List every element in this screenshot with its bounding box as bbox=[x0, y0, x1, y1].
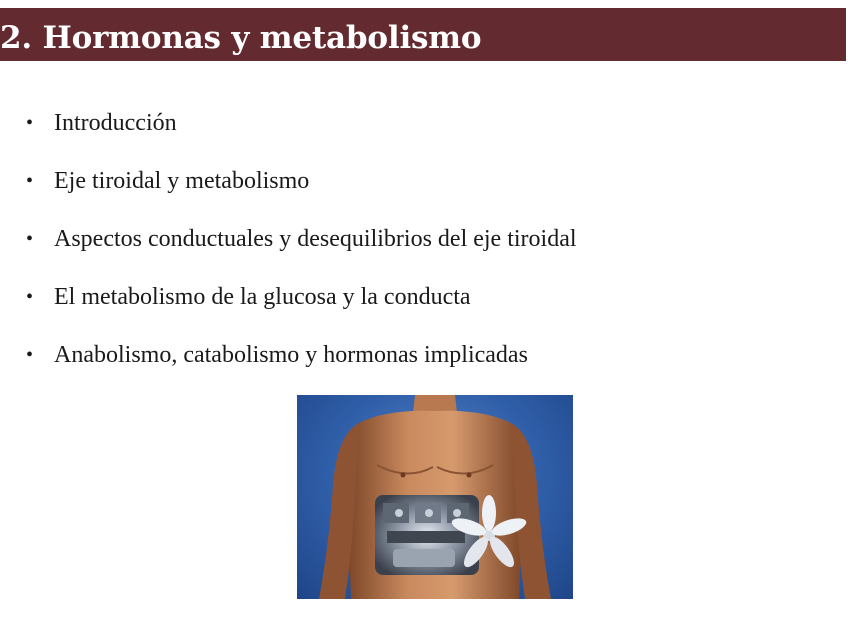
bullet-text: El metabolismo de la glucosa y la conducta bbox=[54, 283, 471, 310]
bullet-text: Introducción bbox=[54, 109, 177, 136]
bullet-icon: • bbox=[26, 286, 34, 308]
bullet-icon: • bbox=[26, 170, 34, 192]
bullet-text: Anabolismo, catabolismo y hormonas implicadas bbox=[54, 341, 528, 368]
bullet-text: Eje tiroidal y metabolismo bbox=[54, 167, 310, 194]
bullet-item bbox=[26, 152, 577, 210]
bullet-item bbox=[26, 268, 577, 326]
bullet-icon: • bbox=[26, 228, 34, 250]
torso-engine-illustration bbox=[297, 395, 573, 599]
bullet-text: Aspectos conductuales y desequilibrios del eje tiroidal bbox=[54, 225, 577, 252]
bullet-item bbox=[26, 210, 577, 268]
slide-title: 2. Hormonas y metabolismo bbox=[0, 20, 482, 56]
bullet-icon: • bbox=[26, 112, 34, 134]
torso-with-engine-image bbox=[297, 395, 573, 599]
bullet-item bbox=[26, 326, 577, 384]
bullet-list bbox=[26, 94, 577, 384]
bullet-icon: • bbox=[26, 344, 34, 366]
engine-icon bbox=[375, 495, 479, 575]
bullet-item bbox=[26, 94, 577, 152]
